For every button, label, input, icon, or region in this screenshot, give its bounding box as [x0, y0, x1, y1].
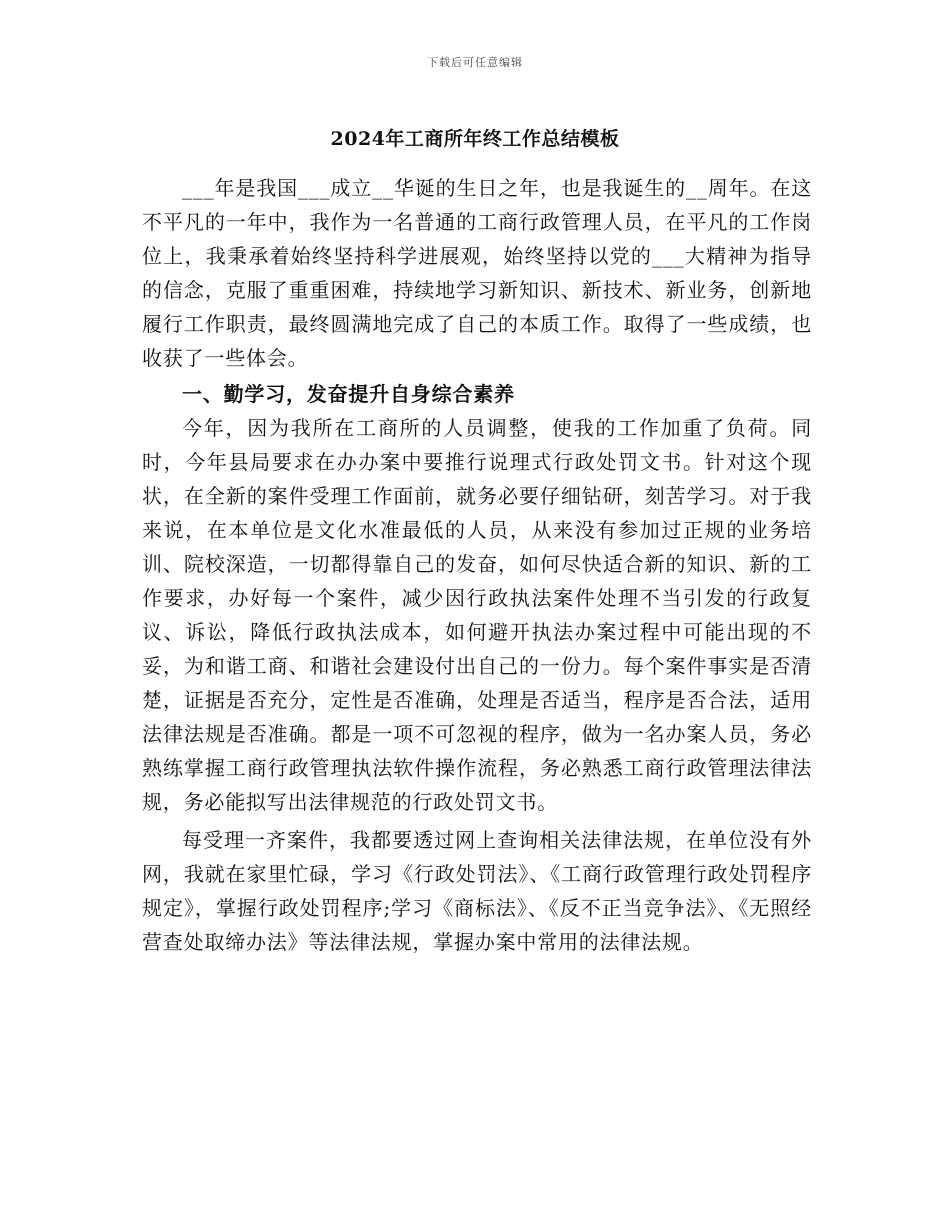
paragraph-intro: ___年是我国___成立__华诞的生日之年，也是我诞生的__周年。在这不平凡的一年中，我作为一名普通的工商行政管理人员，在平凡的工作岗位上，我秉承着始终坚持科学进展观，始终坚持以党的___大精神为指导的信念，克服了重重困难，持续地学习新知识、新技术、新业务，创新地履行工作职责，最终圆满地完成了自己的本质工作。取得了一些成绩，也收获了一些体会。	[142, 176, 812, 370]
paragraph-cases: 每受理一齐案件，我都要透过网上查询相关法律法规，在单位没有外网，我就在家里忙碌，学习《行政处罚法》、《工商行政管理行政处罚程序规定》，掌握行政处罚程序;学习《商标法》、《反不正当竞争法》、《无照经营查处取缔办法》等法律法规，掌握办案中常用的法律法规。	[142, 828, 812, 954]
document-body	[142, 171, 812, 959]
document-title: 2024年工商所年终工作总结模板	[330, 128, 620, 150]
paragraph-study: 今年，因为我所在工商所的人员调整，使我的工作加重了负荷。同时，今年县局要求在办办案中要推行说理式行政处罚文书。针对这个现状，在全新的案件受理工作面前，就务必要仔细钻研，刻苦学习。对于我来说，在本单位是文化水准最低的人员，从来没有参加过正规的业务培训、院校深造，一切都得靠自己的发奋，如何尽快适合新的知识、新的工作要求，办好每一个案件，减少因行政执法案件处理不当引发的行政复议、诉讼，降低行政执法成本，如何避开执法办案过程中可能出现的不妥，为和谐工商、和谐社会建设付出自己的一份力。每个案件事实是否清楚，证据是否充分，定性是否准确，处理是否适当，程序是否合法，适用法律法规是否准确。都是一项不可忽视的程序，做为一名办案人员，务必熟练掌握工商行政管理执法软件操作流程，务必熟悉工商行政管理法律法规，务必能拟写出法律规范的行政处罚文书。	[142, 416, 812, 814]
header-note: 下载后可任意编辑	[427, 56, 523, 69]
section-heading: 一、勤学习，发奋提升自身综合素养	[182, 382, 515, 406]
